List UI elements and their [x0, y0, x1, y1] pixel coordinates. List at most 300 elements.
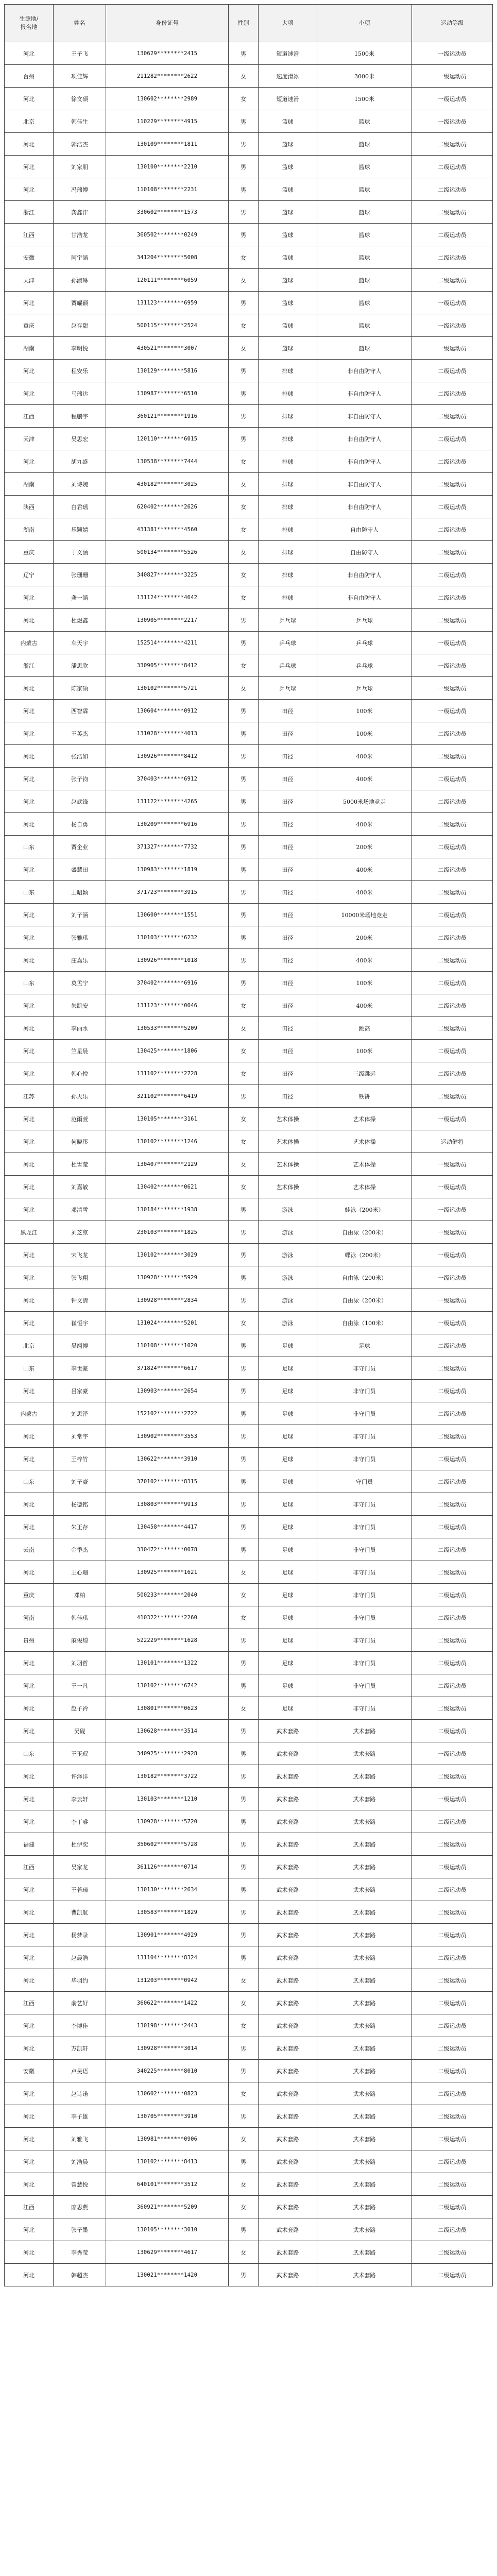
name-cell: 赵晨浩	[54, 1946, 106, 1969]
category-cell: 短道速滑	[259, 42, 317, 65]
gender-cell: 女	[229, 1992, 259, 2014]
category-cell: 游泳	[259, 1221, 317, 1244]
gender-cell: 男	[229, 224, 259, 246]
gender-cell: 女	[229, 2082, 259, 2105]
region-cell: 河北	[5, 1720, 54, 1742]
table-row	[5, 1652, 493, 1674]
name-cell: 刘思泽	[54, 1402, 106, 1425]
gender-cell: 男	[229, 42, 259, 65]
region-cell: 河北	[5, 1652, 54, 1674]
event-cell: 武术套路	[317, 1946, 412, 1969]
name-cell: 刘雅飞	[54, 2128, 106, 2150]
gender-cell: 女	[229, 2173, 259, 2196]
event-cell: 非自由防守人	[317, 450, 412, 473]
header-region: 生源地/ 报名地	[5, 5, 54, 42]
event-cell: 艺术体操	[317, 1176, 412, 1198]
event-cell: 艺术体操	[317, 1130, 412, 1153]
region-cell: 江西	[5, 2196, 54, 2218]
name-cell: 杜伊奕	[54, 1833, 106, 1856]
level-cell: 二级运动员	[412, 269, 493, 292]
name-cell: 钟文清	[54, 1289, 106, 1312]
level-cell: 二级运动员	[412, 405, 493, 428]
name-cell: 刘常宇	[54, 1425, 106, 1448]
region-cell: 河北	[5, 2128, 54, 2150]
id-number-cell: 330472********0078	[106, 1538, 229, 1561]
category-cell: 武术套路	[259, 2037, 317, 2060]
id-number-cell: 130102********5721	[106, 677, 229, 700]
name-cell: 刘浩晨	[54, 2150, 106, 2173]
id-number-cell: 130101********1322	[106, 1652, 229, 1674]
gender-cell: 女	[229, 677, 259, 700]
level-cell: 一级运动员	[412, 1289, 493, 1312]
name-cell: 王昭颖	[54, 881, 106, 904]
level-cell: 一级运动员	[412, 1266, 493, 1289]
level-cell: 二级运动员	[412, 178, 493, 201]
table-row	[5, 133, 493, 156]
name-cell: 吴砚	[54, 1720, 106, 1742]
category-cell: 田径	[259, 745, 317, 768]
table-row	[5, 2128, 493, 2150]
gender-cell: 男	[229, 632, 259, 654]
id-number-cell: 131104********8324	[106, 1946, 229, 1969]
event-cell: 非守门员	[317, 1493, 412, 1516]
table-row	[5, 292, 493, 314]
table-row	[5, 473, 493, 496]
table-row	[5, 586, 493, 609]
gender-cell: 男	[229, 1357, 259, 1380]
id-number-cell: 500233********2040	[106, 1584, 229, 1606]
event-cell: 篮球	[317, 269, 412, 292]
gender-cell: 女	[229, 314, 259, 337]
id-number-cell: 330602********1573	[106, 201, 229, 224]
gender-cell: 女	[229, 1312, 259, 1334]
table-row	[5, 1493, 493, 1516]
region-cell: 河北	[5, 609, 54, 632]
level-cell: 二级运动员	[412, 1652, 493, 1674]
event-cell: 乒乓球	[317, 632, 412, 654]
region-cell: 河北	[5, 1493, 54, 1516]
level-cell: 二级运动员	[412, 1946, 493, 1969]
event-cell: 非守门员	[317, 1674, 412, 1697]
gender-cell: 男	[229, 1448, 259, 1470]
event-cell: 篮球	[317, 156, 412, 178]
category-cell: 足球	[259, 1584, 317, 1606]
level-cell: 二级运动员	[412, 949, 493, 972]
category-cell: 武术套路	[259, 2082, 317, 2105]
name-cell: 赵武锋	[54, 790, 106, 813]
region-cell: 福建	[5, 1833, 54, 1856]
event-cell: 武术套路	[317, 2060, 412, 2082]
gender-cell: 男	[229, 133, 259, 156]
name-cell: 项佳辉	[54, 65, 106, 88]
level-cell: 二级运动员	[412, 1584, 493, 1606]
region-cell: 河北	[5, 1878, 54, 1901]
event-cell: 自由泳（200米）	[317, 1221, 412, 1244]
name-cell: 徐文硕	[54, 88, 106, 110]
region-cell: 江西	[5, 405, 54, 428]
name-cell: 西智霖	[54, 700, 106, 722]
name-cell: 李丽水	[54, 1017, 106, 1040]
level-cell: 二级运动员	[412, 1380, 493, 1402]
id-number-cell: 130928********5929	[106, 1266, 229, 1289]
level-cell: 运动健将	[412, 1130, 493, 1153]
gender-cell: 男	[229, 1470, 259, 1493]
level-cell: 二级运动员	[412, 201, 493, 224]
id-number-cell: 130103********6232	[106, 926, 229, 949]
gender-cell: 男	[229, 1901, 259, 1924]
category-cell: 艺术体操	[259, 1108, 317, 1130]
table-row	[5, 2264, 493, 2286]
id-number-cell: 620402********2626	[106, 496, 229, 518]
level-cell: 一级运动员	[412, 110, 493, 133]
region-cell: 台州	[5, 65, 54, 88]
table-row	[5, 1674, 493, 1697]
table-row	[5, 337, 493, 360]
category-cell: 排球	[259, 586, 317, 609]
table-row	[5, 1584, 493, 1606]
id-number-cell: 131122********4265	[106, 790, 229, 813]
region-cell: 河南	[5, 1606, 54, 1629]
region-cell: 河北	[5, 178, 54, 201]
event-cell: 篮球	[317, 314, 412, 337]
region-cell: 北京	[5, 110, 54, 133]
name-cell: 张雅琪	[54, 926, 106, 949]
table-row	[5, 904, 493, 926]
gender-cell: 男	[229, 700, 259, 722]
name-cell: 李世豪	[54, 1357, 106, 1380]
name-cell: 赵存甜	[54, 314, 106, 337]
region-cell: 江西	[5, 1992, 54, 2014]
id-number-cell: 130629********2415	[106, 42, 229, 65]
category-cell: 足球	[259, 1448, 317, 1470]
category-cell: 篮球	[259, 110, 317, 133]
name-cell: 麻俊煌	[54, 1629, 106, 1652]
id-number-cell: 130629********4617	[106, 2241, 229, 2264]
name-cell: 曹凯航	[54, 1901, 106, 1924]
id-number-cell: 130902********3553	[106, 1425, 229, 1448]
level-cell: 二级运动员	[412, 496, 493, 518]
level-cell: 二级运动员	[412, 1969, 493, 1992]
region-cell: 河北	[5, 2037, 54, 2060]
gender-cell: 男	[229, 2218, 259, 2241]
gender-cell: 男	[229, 768, 259, 790]
name-cell: 俞艺好	[54, 1992, 106, 2014]
region-cell: 天津	[5, 269, 54, 292]
region-cell: 河北	[5, 1448, 54, 1470]
id-number-cell: 130905********2217	[106, 609, 229, 632]
table-row	[5, 813, 493, 836]
level-cell: 二级运动员	[412, 2037, 493, 2060]
name-cell: 杨梦录	[54, 1924, 106, 1946]
level-cell: 二级运动员	[412, 1878, 493, 1901]
event-cell: 非守门员	[317, 1606, 412, 1629]
level-cell: 二级运动员	[412, 1334, 493, 1357]
event-cell: 跳高	[317, 1017, 412, 1040]
region-cell: 河北	[5, 586, 54, 609]
name-cell: 胡九盛	[54, 450, 106, 473]
header-event: 小项	[317, 5, 412, 42]
event-cell: 武术套路	[317, 2014, 412, 2037]
table-row	[5, 1085, 493, 1108]
id-number-cell: 371824********6617	[106, 1357, 229, 1380]
region-cell: 云南	[5, 1538, 54, 1561]
gender-cell: 男	[229, 156, 259, 178]
level-cell: 二级运动员	[412, 541, 493, 564]
event-cell: 篮球	[317, 337, 412, 360]
event-cell: 武术套路	[317, 1901, 412, 1924]
event-cell: 非守门员	[317, 1357, 412, 1380]
gender-cell: 女	[229, 1108, 259, 1130]
level-cell: 二级运动员	[412, 858, 493, 881]
event-cell: 篮球	[317, 246, 412, 269]
id-number-cell: 131028********4013	[106, 722, 229, 745]
name-cell: 张飞翔	[54, 1266, 106, 1289]
level-cell: 一级运动员	[412, 632, 493, 654]
table-row	[5, 2082, 493, 2105]
event-cell: 武术套路	[317, 1856, 412, 1878]
level-cell: 二级运动员	[412, 1493, 493, 1516]
id-number-cell: 130604********0912	[106, 700, 229, 722]
table-row	[5, 1810, 493, 1833]
table-row	[5, 1402, 493, 1425]
id-number-cell: 410322********2260	[106, 1606, 229, 1629]
gender-cell: 男	[229, 1493, 259, 1516]
table-row	[5, 1901, 493, 1924]
category-cell: 篮球	[259, 201, 317, 224]
category-cell: 武术套路	[259, 2060, 317, 2082]
category-cell: 田径	[259, 881, 317, 904]
table-row	[5, 1470, 493, 1493]
category-cell: 游泳	[259, 1198, 317, 1221]
name-cell: 廖思燕	[54, 2196, 106, 2218]
id-number-cell: 130583********1829	[106, 1901, 229, 1924]
id-number-cell: 130538********7444	[106, 450, 229, 473]
level-cell: 二级运动员	[412, 1040, 493, 1062]
name-cell: 曾慧悦	[54, 2173, 106, 2196]
name-cell: 甘浩龙	[54, 224, 106, 246]
region-cell: 河北	[5, 2173, 54, 2196]
event-cell: 武术套路	[317, 1878, 412, 1901]
category-cell: 田径	[259, 768, 317, 790]
name-cell: 王玉珉	[54, 1742, 106, 1765]
category-cell: 篮球	[259, 337, 317, 360]
id-number-cell: 130184********1938	[106, 1198, 229, 1221]
table-row	[5, 1742, 493, 1765]
event-cell: 400米	[317, 994, 412, 1017]
gender-cell: 男	[229, 1674, 259, 1697]
table-row	[5, 314, 493, 337]
region-cell: 河北	[5, 1946, 54, 1969]
gender-cell: 男	[229, 813, 259, 836]
name-cell: 阿宇涵	[54, 246, 106, 269]
table-row	[5, 42, 493, 65]
name-cell: 张子墨	[54, 2218, 106, 2241]
category-cell: 田径	[259, 836, 317, 858]
table-row	[5, 1697, 493, 1720]
region-cell: 湖南	[5, 337, 54, 360]
id-number-cell: 130705********3910	[106, 2105, 229, 2128]
id-number-cell: 370102********8315	[106, 1470, 229, 1493]
gender-cell: 男	[229, 110, 259, 133]
level-cell: 二级运动员	[412, 994, 493, 1017]
table-row	[5, 1312, 493, 1334]
event-cell: 自由防守人	[317, 541, 412, 564]
region-cell: 安徽	[5, 246, 54, 269]
category-cell: 篮球	[259, 292, 317, 314]
gender-cell: 男	[229, 1810, 259, 1833]
table-row	[5, 518, 493, 541]
gender-cell: 男	[229, 1289, 259, 1312]
region-cell: 河北	[5, 722, 54, 745]
level-cell: 二级运动员	[412, 2060, 493, 2082]
name-cell: 龚鑫沣	[54, 201, 106, 224]
event-cell: 自由泳（200米）	[317, 1289, 412, 1312]
category-cell: 艺术体操	[259, 1130, 317, 1153]
name-cell: 车天宇	[54, 632, 106, 654]
event-cell: 200米	[317, 836, 412, 858]
id-number-cell: 522229********1628	[106, 1629, 229, 1652]
name-cell: 张浩如	[54, 745, 106, 768]
id-number-cell: 130926********8412	[106, 745, 229, 768]
level-cell: 二级运动员	[412, 1992, 493, 2014]
category-cell: 篮球	[259, 133, 317, 156]
id-number-cell: 430521********3007	[106, 337, 229, 360]
name-cell: 李子雄	[54, 2105, 106, 2128]
table-row	[5, 1380, 493, 1402]
name-cell: 刘羽哲	[54, 1652, 106, 1674]
event-cell: 武术套路	[317, 1924, 412, 1946]
region-cell: 湖南	[5, 473, 54, 496]
event-cell: 蝶泳（200米）	[317, 1244, 412, 1266]
table-body	[5, 42, 493, 2286]
category-cell: 足球	[259, 1493, 317, 1516]
id-number-cell: 430182********3025	[106, 473, 229, 496]
table-row	[5, 2150, 493, 2173]
id-number-cell: 130928********3014	[106, 2037, 229, 2060]
level-cell: 二级运动员	[412, 564, 493, 586]
id-number-cell: 130130********2634	[106, 1878, 229, 1901]
region-cell: 河北	[5, 2105, 54, 2128]
name-cell: 王心珊	[54, 1561, 106, 1584]
id-number-cell: 500115********2524	[106, 314, 229, 337]
category-cell: 排球	[259, 473, 317, 496]
level-cell: 二级运动员	[412, 1561, 493, 1584]
event-cell: 武术套路	[317, 2105, 412, 2128]
category-cell: 排球	[259, 360, 317, 382]
gender-cell: 女	[229, 269, 259, 292]
region-cell: 河北	[5, 1425, 54, 1448]
id-number-cell: 130903********2654	[106, 1380, 229, 1402]
event-cell: 篮球	[317, 133, 412, 156]
id-number-cell: 130983********1819	[106, 858, 229, 881]
gender-cell: 女	[229, 450, 259, 473]
id-number-cell: 110108********1020	[106, 1334, 229, 1357]
gender-cell: 男	[229, 1334, 259, 1357]
name-cell: 万凯轩	[54, 2037, 106, 2060]
event-cell: 武术套路	[317, 1788, 412, 1810]
level-cell: 二级运动员	[412, 2241, 493, 2264]
event-cell: 非守门员	[317, 1697, 412, 1720]
event-cell: 武术套路	[317, 2173, 412, 2196]
region-cell: 河北	[5, 949, 54, 972]
category-cell: 速度滑冰	[259, 65, 317, 88]
id-number-cell: 321102********6419	[106, 1085, 229, 1108]
name-cell: 庄嘉乐	[54, 949, 106, 972]
category-cell: 武术套路	[259, 1992, 317, 2014]
level-cell: 二级运动员	[412, 1425, 493, 1448]
name-cell: 韩佳生	[54, 110, 106, 133]
table-row	[5, 496, 493, 518]
region-cell: 黑龙江	[5, 1221, 54, 1244]
id-number-cell: 500134********5526	[106, 541, 229, 564]
region-cell: 河北	[5, 292, 54, 314]
table-row	[5, 972, 493, 994]
region-cell: 河北	[5, 745, 54, 768]
id-number-cell: 130129********5816	[106, 360, 229, 382]
region-cell: 河北	[5, 1289, 54, 1312]
level-cell: 一级运动员	[412, 292, 493, 314]
name-cell: 朱凯安	[54, 994, 106, 1017]
gender-cell: 男	[229, 609, 259, 632]
id-number-cell: 130602********0823	[106, 2082, 229, 2105]
header-row	[5, 5, 493, 42]
region-cell: 内蒙古	[5, 632, 54, 654]
category-cell: 足球	[259, 1606, 317, 1629]
name-cell: 金季杰	[54, 1538, 106, 1561]
level-cell: 一级运动员	[412, 654, 493, 677]
table-row	[5, 1992, 493, 2014]
level-cell: 二级运动员	[412, 972, 493, 994]
id-number-cell: 370403********6912	[106, 768, 229, 790]
name-cell: 王一凡	[54, 1674, 106, 1697]
id-number-cell: 130622********3910	[106, 1448, 229, 1470]
id-number-cell: 360622********1422	[106, 1992, 229, 2014]
event-cell: 乒乓球	[317, 677, 412, 700]
gender-cell: 女	[229, 88, 259, 110]
event-cell: 非守门员	[317, 1516, 412, 1538]
gender-cell: 男	[229, 1742, 259, 1765]
id-number-cell: 130102********3029	[106, 1244, 229, 1266]
id-number-cell: 152514********4211	[106, 632, 229, 654]
level-cell: 二级运动员	[412, 722, 493, 745]
level-cell: 二级运动员	[412, 2264, 493, 2286]
id-number-cell: 130021********1420	[106, 2264, 229, 2286]
category-cell: 田径	[259, 1040, 317, 1062]
region-cell: 河北	[5, 1198, 54, 1221]
event-cell: 铁饼	[317, 1085, 412, 1108]
event-cell: 100米	[317, 972, 412, 994]
category-cell: 武术套路	[259, 2150, 317, 2173]
level-cell: 二级运动员	[412, 904, 493, 926]
name-cell: 杨自勇	[54, 813, 106, 836]
region-cell: 河北	[5, 88, 54, 110]
event-cell: 三级跳远	[317, 1062, 412, 1085]
category-cell: 武术套路	[259, 1856, 317, 1878]
event-cell: 自由泳（200米）	[317, 1266, 412, 1289]
id-number-cell: 640101********3512	[106, 2173, 229, 2196]
region-cell: 河北	[5, 2241, 54, 2264]
event-cell: 100米	[317, 722, 412, 745]
level-cell: 二级运动员	[412, 450, 493, 473]
event-cell: 1500米	[317, 88, 412, 110]
id-number-cell: 130925********1621	[106, 1561, 229, 1584]
name-cell: 刘家朋	[54, 156, 106, 178]
gender-cell: 男	[229, 2264, 259, 2286]
gender-cell: 男	[229, 382, 259, 405]
level-cell: 二级运动员	[412, 768, 493, 790]
event-cell: 自由泳（100米）	[317, 1312, 412, 1334]
level-cell: 一级运动员	[412, 677, 493, 700]
